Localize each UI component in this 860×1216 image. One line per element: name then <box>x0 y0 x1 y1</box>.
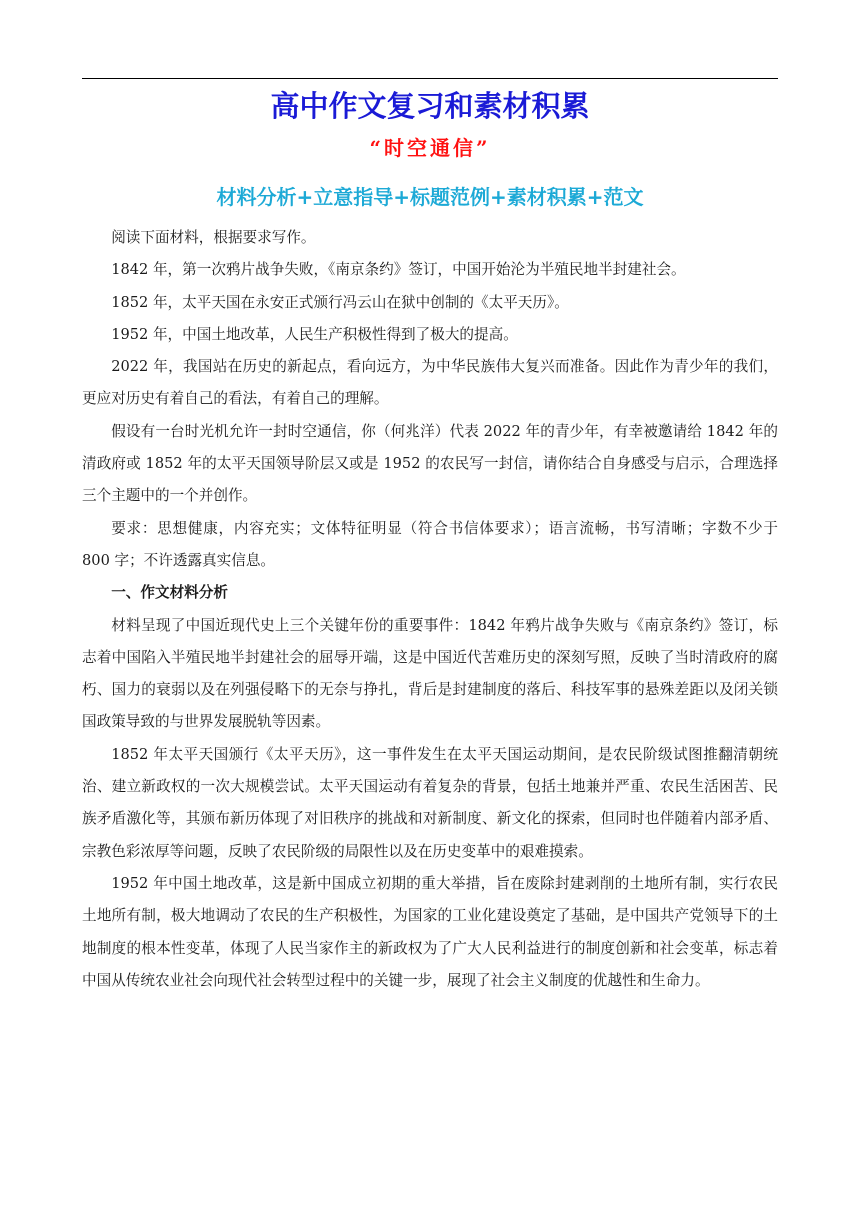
document-tagline: 材料分析+立意指导+标题范例+素材积累+范文 <box>216 185 644 209</box>
analysis-paragraph-1: 材料呈现了中国近现代史上三个关键年份的重要事件：1842 年鸦片战争失败与《南京条约》签订，标志着中国陷入半殖民地半封建社会的屈辱开端，这是中国近代苦难历史的深刻写照，反映了当时清政府的腐朽、国力的衰弱以及在列强侵略下的无奈与挣扎，背后是封建制度的落后、科技军事的悬殊差距以及闭关锁国政策导致的与世界发展脱轨等因素。 <box>82 616 778 731</box>
analysis-paragraph-3: 1952 年中国土地改革，这是新中国成立初期的重大举措，旨在废除封建剥削的土地所有制，实行农民土地所有制，极大地调动了农民的生产积极性，为国家的工业化建设奠定了基础，是中国共产党领导下的土地制度的根本性变革，体现了人民当家作主的新政权为了广大人民利益进行的制度创新和社会变革，标志着中国从传统农业社会向现代社会转型过程中的关键一步，展现了社会主义制度的优越性和生命力。 <box>82 874 778 989</box>
header-rule <box>82 78 778 79</box>
intro-paragraph: 阅读下面材料，根据要求写作。 <box>111 229 316 246</box>
material-2022: 2022 年，我国站在历史的新起点，看向远方，为中华民族伟大复兴而准备。因此作为青少年的我们，更应对历史有着自己的看法，有着自己的理解。 <box>82 358 778 408</box>
material-1852: 1852 年，太平天国在永安正式颁行冯云山在狱中创制的《太平天历》。 <box>111 293 569 311</box>
material-1842: 1842 年，第一次鸦片战争失败，《南京条约》签订，中国开始沦为半殖民地半封建社会。 <box>111 261 686 279</box>
writing-prompt: 假设有一台时光机允许一封时空通信，你（何兆洋）代表 2022 年的青少年，有幸被邀请给 1842 年的清政府或 1852 年的太平天国领导阶层又或是 1952 的农民写一封信，请你结合自身感受与启示，合理选择三个主题中的一个并创作。 <box>82 422 778 505</box>
document-title: 高中作文复习和素材积累 <box>270 89 590 123</box>
document-subtitle: “时空通信” <box>369 136 491 160</box>
analysis-paragraph-2: 1852 年太平天国颁行《太平天历》，这一事件发生在太平天国运动期间，是农民阶级试图推翻清朝统治、建立新政权的一次大规模尝试。太平天国运动有着复杂的背景，包括土地兼并严重、农民生活困苦、民族矛盾激化等，其颁布新历体现了对旧秩序的挑战和对新制度、新文化的探索，但同时也伴随着内部矛盾、宗教色彩浓厚等问题，反映了农民阶级的局限性以及在历史变革中的艰难摸索。 <box>82 745 778 860</box>
material-1952: 1952 年，中国土地改革，人民生产积极性得到了极大的提高。 <box>111 325 518 343</box>
section-heading: 一、作文材料分析 <box>111 584 228 602</box>
document-body <box>82 222 778 997</box>
writing-requirements: 要求：思想健康，内容充实；文体特征明显（符合书信体要求）；语言流畅，书写清晰；字数不少于 800 字；不许透露真实信息。 <box>82 519 778 569</box>
